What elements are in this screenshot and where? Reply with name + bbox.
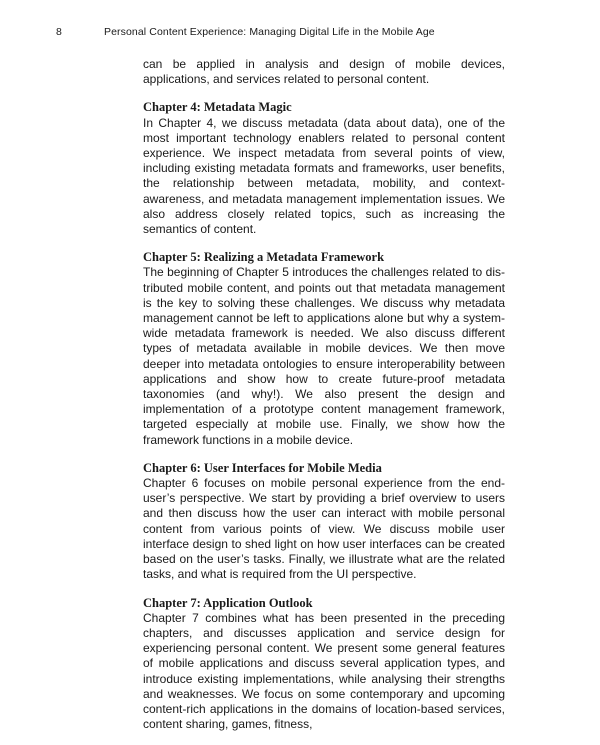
chapter-4-heading: Chapter 4: Metadata Magic (143, 100, 292, 115)
page-number: 8 (56, 26, 62, 38)
chapter-4-section (143, 100, 505, 237)
chapter-5-body: The beginning of Chapter 5 introduces the challenges related to distributed mobile content, and points out that metadata management is the key to solving these challenges. We discuss why metadata management cannot be left to applications alone but why a system-wide metadata framework is needed. We also discuss different types of metadata available in mobile devices. We then move deeper into metadata ontologies to ensure interoperability between applications and show how to create future-proof metadata taxonomies (and why!). We also present the design and implementation of a prototype content management framework, targeted especially at mobile use. Finally, we show how the framework functions in a mobile device. (143, 265, 505, 447)
chapter-7-section (143, 596, 505, 733)
chapter-7-body: Chapter 7 combines what has been presented in the preceding chapters, and discusses application and service design for experiencing personal content. We present some general features of mobile applications and discuss several application types, and introduce existing implementations, while analysing their strengths and weaknesses. We focus on some contemporary and upcoming content-rich applications in the domains of location-based services, content sharing, games, fitness, (143, 610, 505, 732)
chapter-7-heading: Chapter 7: Application Outlook (143, 595, 313, 610)
chapter-5-heading: Chapter 5: Realizing a Metadata Framework (143, 250, 385, 265)
chapter-6-heading: Chapter 6: User Interfaces for Mobile Media (143, 460, 382, 475)
chapter-4-body: In Chapter 4, we discuss metadata (data about data), one of the most important technology enablers related to personal content experience. We inspect metadata from several points of view, including existing metadata formats and frameworks, user benefits, the relationship between metadata, mobility, and context-awareness, and metadata management implementation issues. We also address closely related topics, such as increasing the semantics of content. (143, 115, 505, 237)
running-head (56, 26, 476, 42)
running-title: Personal Content Experience: Managing Digital Life in the Mobile Age (104, 26, 435, 38)
intro-paragraph: can be applied in analysis and design of mobile devices, applications, and services related to personal content. (143, 57, 505, 87)
chapter-6-body: Chapter 6 focuses on mobile personal experience from the end-user’s perspective. We start by providing a brief overview to users and then discuss how the user can interact with mobile personal content from various points of view. We discuss mobile user interface design to shed light on how user interfaces can be created based on the user’s tasks. Finally, we illustrate what are the related tasks, and what is required from the UI perspective. (143, 476, 505, 582)
chapter-6-section (143, 461, 505, 583)
main-text (143, 57, 505, 732)
chapter-5-section (143, 250, 505, 448)
